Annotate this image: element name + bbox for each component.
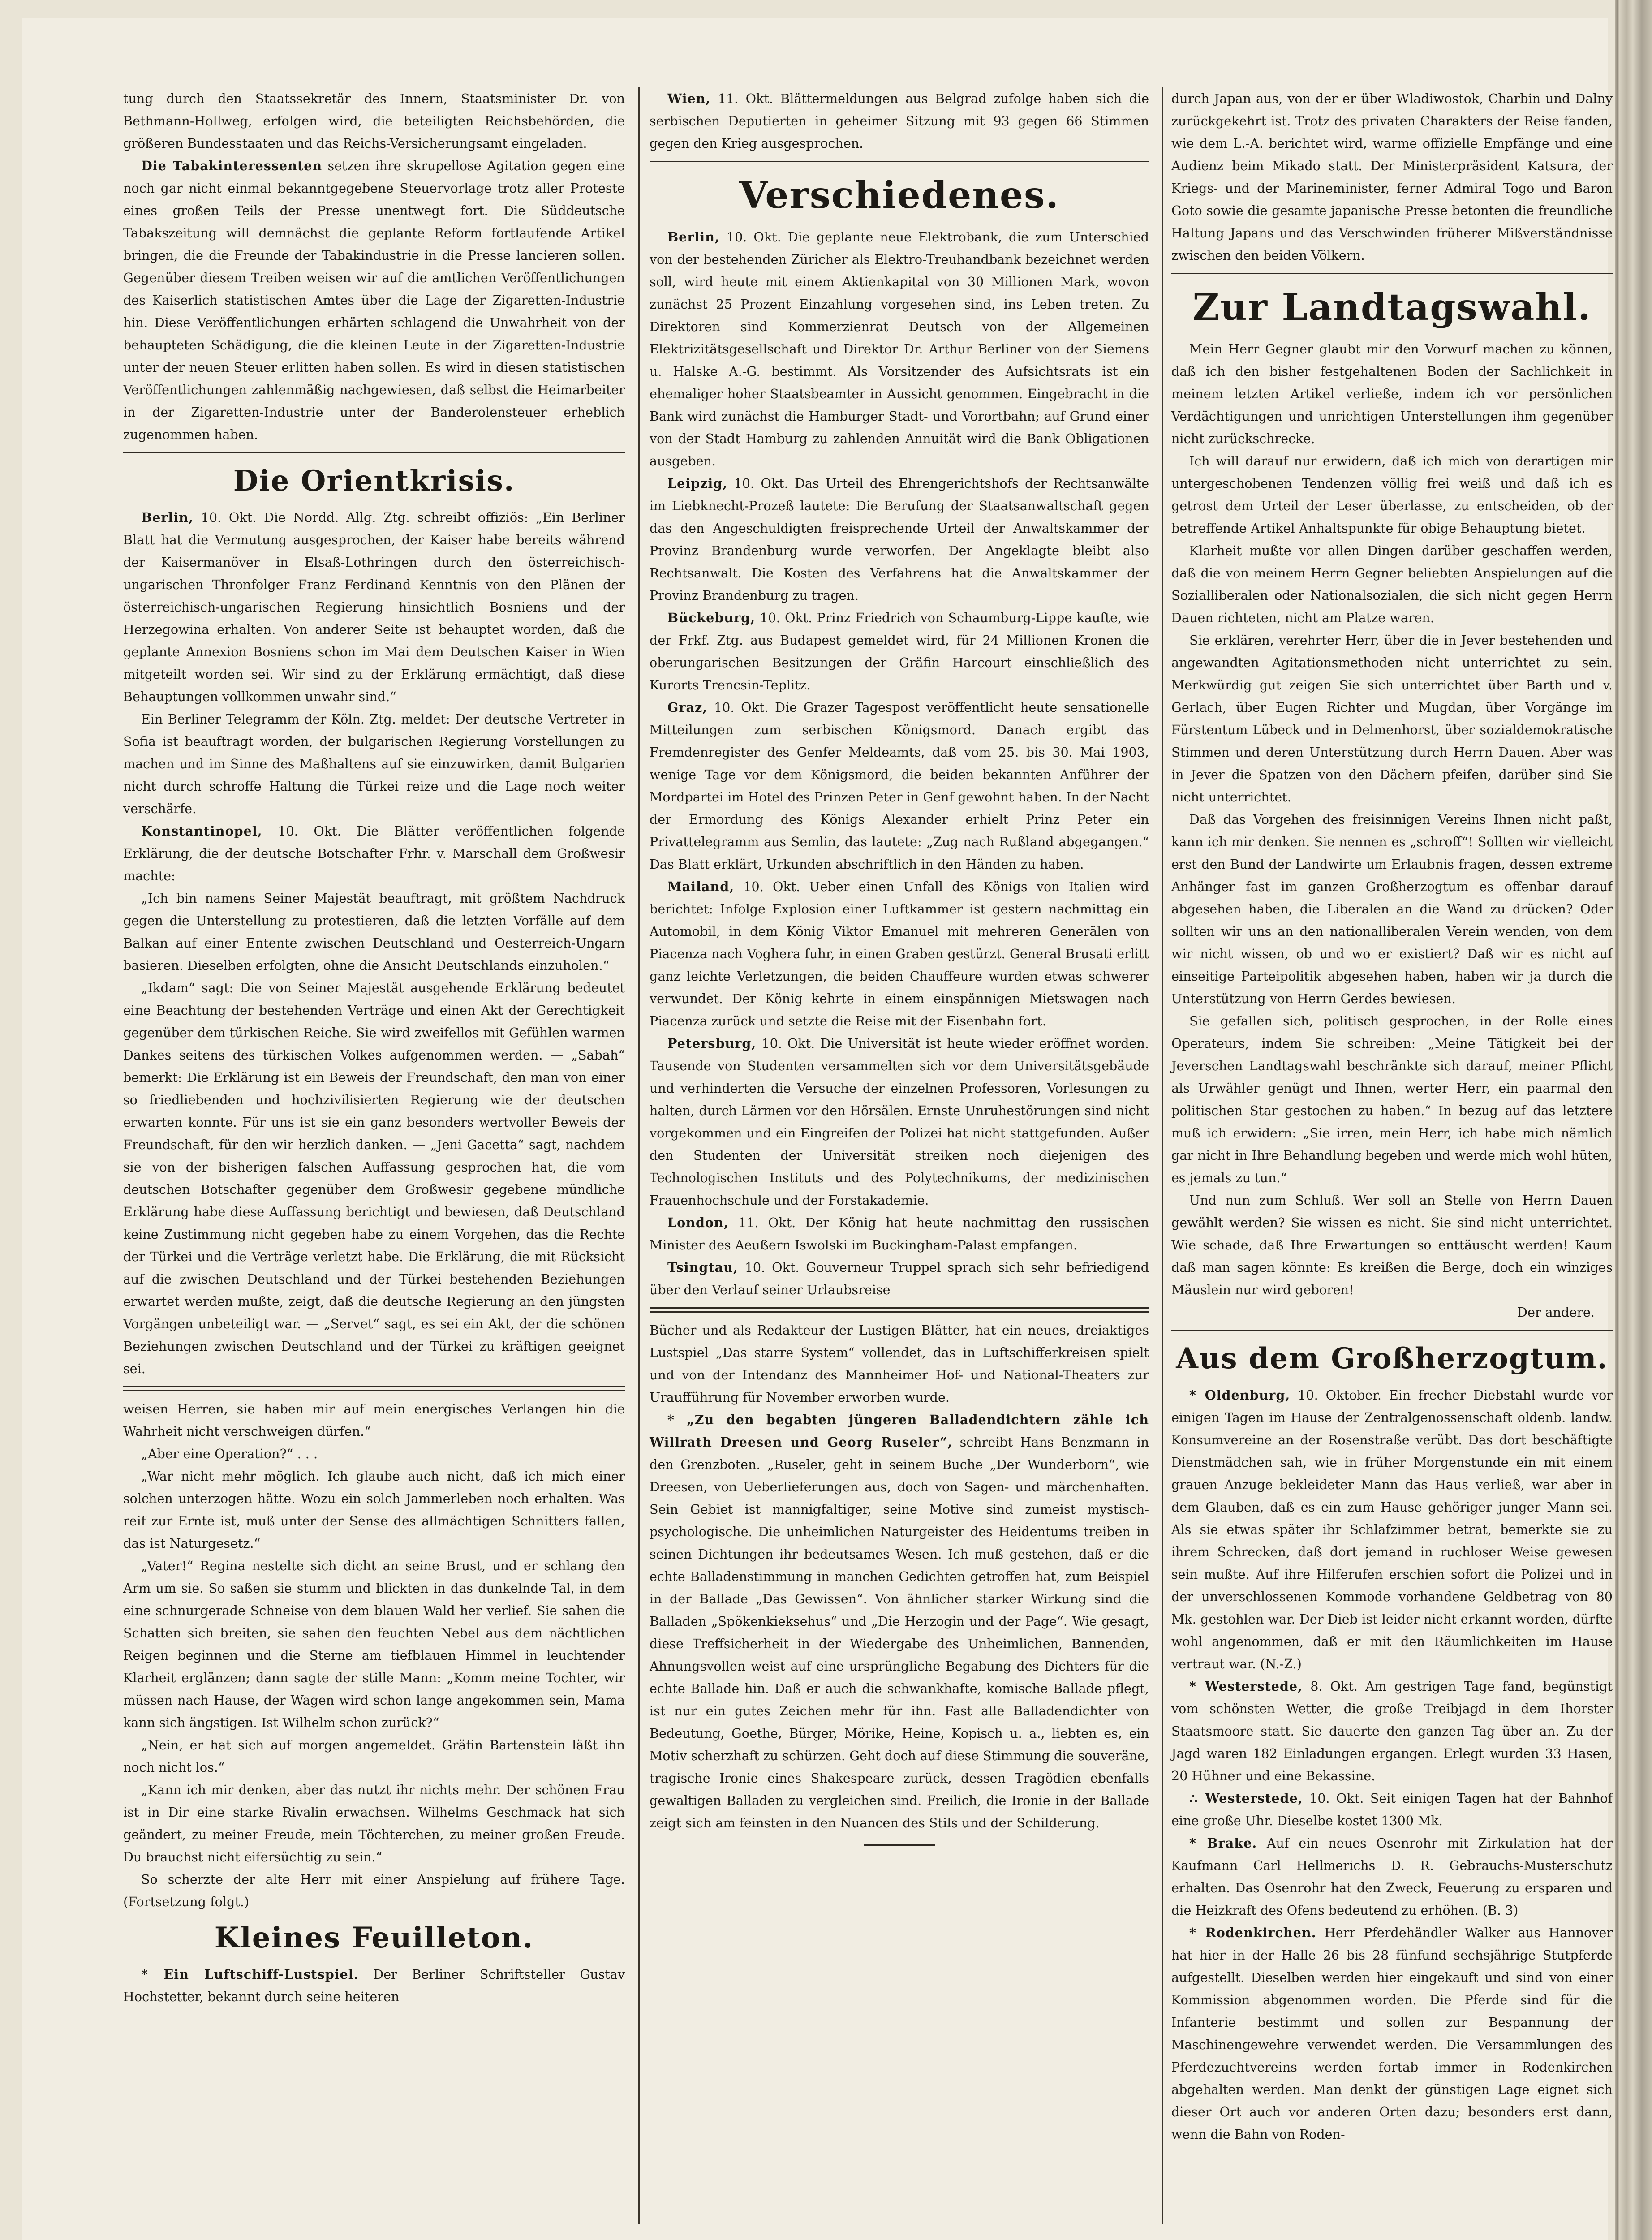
article-paragraph	[650, 87, 1149, 155]
article-paragraph: Mein Herr Gegner glaubt mir den Vorwurf machen zu können, daß ich den bisher festgehaltenen Boden der Sachlichkeit in meinem letzten Artikel verließe, indem ich vor persönlichen Verdächtigungen und unrichtigen Unterstellungen ihm gegenüber nicht zurückschrecke.	[1171, 341, 1613, 446]
section-rule	[650, 161, 1149, 162]
dateline: Petersburg,	[667, 1036, 757, 1051]
feuilleton-rule	[123, 1386, 625, 1391]
feuilleton-paragraph: „Vater!“ Regina nestelte sich dicht an seine Brust, und er schlang den Arm um sie. So saßen sie stumm und blickten in das dunkelnde Tal, in dem eine schnurgerade Schneise von dem blauen Wald her verlief. Sie sahen die Schatten sich breiten, sie sahen den feuchten Nebel aus dem nächtlichen Reigen beginnen und die Sterne am tiefblauen Himmel in leuchtender Klarheit erglänzen; dann sagte der stille Mann: „Komm meine Tochter, wir müssen nach Hause, der Wagen wird schon lange angekommen sein, Mama kann sich ängstigen. Ist Wilhelm schon zurück?“	[123, 1558, 625, 1730]
article-paragraph	[123, 506, 625, 708]
article-text: Auf ein neues Osenrohr mit Zirkulation hat der Kaufmann Carl Hellmerichs D. R. Gebrauchs-Musterschutz erhalten. Das Osenrohr hat den Zweck, Feuerung zu ersparen und die Heizkraft des Ofens bedeutend zu erhöhen. (B. 3)	[1171, 1835, 1613, 1918]
feuilleton-paragraph: „Aber eine Operation?“ . . .	[141, 1446, 318, 1461]
article-text: 10. Okt. Die geplante neue Elektrobank, die zum Unterschied von der bestehenden Züricher als Elektro-Treuhandbank bezeichnet werden soll, wird heute mit einem Aktienkapital von 30 Millionen Mark, wovon zunächst 25 Prozent Einzahlung vorgesehen sind, ins Leben treten. Zu Direktoren sind Kommerzienrat Deutsch von der Allgemeinen Elektrizitätsgesellschaft und Direktor Dr. Arthur Berliner von der Siemens u. Halske A.-G. bestimmt. Als Vorsitzender des Aufsichtsrats ist ein ehemaliger hoher Staatsbeamter in Aussicht genommen. Eingebracht in die Bank wird zunächst die Hamburger Stadt- und Vorortbahn; auf Grund einer von der Stadt Hamburg zu zahlenden Annuität wird die Bank Obligationen ausgeben.	[650, 229, 1149, 469]
dateline: Konstantinopel,	[141, 823, 262, 839]
article-text: 11. Okt. Blättermeldungen aus Belgrad zufolge haben sich die serbischen Deputierten in geheimer Sitzung mit 93 gegen 66 Stimmen gegen den Krieg ausgesprochen.	[650, 91, 1149, 151]
article-paragraph: Klarheit mußte vor allen Dingen darüber geschaffen werden, daß die von meinem Herrn Gegner beliebten Anspielungen auf die Sozialliberalen oder Nationalsozialen, die sich nicht gegen Herrn Dauen richteten, nicht am Platze waren.	[1171, 543, 1613, 625]
article-paragraph: tung durch den Staatssekretär des Innern, Staatsminister Dr. von Bethmann-Hollweg, erfolgen wird, die beteiligten Reichsbehörden, die größeren Bundesstaaten und das Reichs-Versicherungsamt eingeladen.	[123, 91, 625, 151]
article-text: Der Berliner Schriftsteller Gustav Hochstetter, bekannt durch seine heiteren	[123, 1967, 625, 2004]
article-signature: Der andere.	[1517, 1305, 1595, 1320]
end-rule	[864, 1844, 935, 1846]
article-paragraph	[1171, 1832, 1613, 1921]
section-heading: Verschiedenes.	[739, 174, 1059, 217]
article-paragraph	[1171, 1384, 1613, 1675]
article-text: 11. Okt. Der König hat heute nachmittag den russischen Minister des Aeußern Iswolski im Buckingham-Palast empfangen.	[650, 1215, 1149, 1253]
article-paragraph: Daß das Vorgehen des freisinnigen Vereins Ihnen nicht paßt, kann ich mir denken. Sie nennen es „schroff“! Sollten wir vielleicht erst den Bund der Landwirte um Erlaubnis fragen, dessen extreme Anhänger fast im ganzen Großherzogtum es offenbar darauf abgesehen haben, die Liberalen an die Wand zu drücken? Oder sollten wir uns an den nationalliberalen Verein wenden, von dem wir nicht wissen, ob und wo er existiert? Daß wir es nicht auf einseitige Parteipolitik abgesehen haben, haben wir ja durch die Unterstützung von Herrn Gerdes bewiesen.	[1171, 812, 1613, 1006]
dateline: Graz,	[667, 700, 708, 715]
article-text: 10. Okt. Das Urteil des Ehrengerichtshofs der Rechtsanwälte im Liebknecht-Prozeß lautete: Die Berufung der Staatsanwaltschaft gegen das den Angeschuldigten freisprechende Urteil der Anwaltskammer der Provinz Brandenburg wurde verworfen. Der Angeklagte bleibt also Rechtsanwalt. Die Kosten des Verfahrens hat die Anwaltskammer der Provinz Brandenburg zu tragen.	[650, 476, 1149, 603]
feuilleton-paragraph: „Nein, er hat sich auf morgen angemeldet. Gräfin Bartenstein läßt ihn noch nicht los.“	[123, 1737, 625, 1775]
article-keyword: * Ein Luftschiff-Lustspiel.	[141, 1967, 359, 1982]
dateline: Tsingtau,	[667, 1260, 738, 1275]
section-heading: Kleines Feuilleton.	[214, 1921, 534, 1955]
page-stack-edge	[1615, 0, 1652, 2240]
article-paragraph	[650, 875, 1149, 1032]
article-paragraph	[650, 607, 1149, 696]
article-paragraph	[123, 820, 625, 887]
dateline: London,	[667, 1215, 729, 1230]
article-paragraph	[123, 1963, 625, 2008]
continuation-note: (Fortsetzung folgt.)	[123, 1894, 250, 1909]
column-1	[123, 87, 625, 2008]
article-text: Herr Pferdehändler Walker aus Hannover hat hier in der Halle 26 bis 28 fünfund sechsjährige Stutpferde aufgestellt. Dieselben werden hier eingekauft und sind von einer Kommission abgenommen worden. Die Pferde sind für die Infanterie bestimmt und sollen zur Bespannung der Maschinengewehre verwendet werden. Die Versammlungen des Pferdezuchtvereins werden fortab immer in Rodenkirchen abgehalten werden. Man denkt der günstigen Lage eignet sich dieser Ort auch vor anderen Orten dazu; besonders erst dann, wenn die Bahn von Roden-	[1171, 1925, 1613, 2142]
article-paragraph	[650, 1211, 1149, 1256]
column-divider	[1162, 87, 1163, 2224]
article-paragraph	[650, 472, 1149, 607]
feuilleton-paragraph: „Kann ich mir denken, aber das nutzt ihr nichts mehr. Der schönen Frau ist in Dir eine starke Rivalin erwachsen. Wilhelms Geschmack hat sich geändert, zu meiner Freude, mein Töchterchen, zu meiner großen Freude. Du brauchst nicht eifersüchtig zu sein.“	[123, 1782, 625, 1865]
dateline: Berlin,	[667, 229, 720, 245]
article-text: setzen ihre skrupellose Agitation gegen eine noch gar nicht einmal bekanntgegebene Steuervorlage trotz aller Proteste eines großen Teils der Presse unentwegt fort. Die Süddeutsche Tabakszeitung will demnächst die geplante Reform fortlaufende Artikel bringen, die die Freunde der Tabakindustrie in die Presse lancieren sollen. Gegenüber diesem Treiben weisen wir auf die amtlichen Veröffentlichungen des Kaiserlich statistischen Amtes über die Lage der Zigaretten-Industrie hin. Diese Veröffentlichungen erhärten schlagend die Unwahrheit von der behaupteten Schädigung, die die kleinen Leute in der Zigaretten-Industrie unter der neuen Steuer erlitten haben sollen. Es wird in diesen statistischen Veröffentlichungen zahlenmäßig nachgewiesen, daß selbst die Heimarbeiter in der Zigaretten-Industrie unter der Banderolensteuer erheblich zugenommen haben.	[123, 158, 625, 442]
dateline: Berlin,	[141, 510, 194, 525]
section-heading: Zur Landtagswahl.	[1192, 286, 1592, 329]
dateline: * Rodenkirchen.	[1189, 1925, 1316, 1940]
article-paragraph	[123, 155, 625, 446]
article-text: schreibt Hans Benzmann in den Grenzboten. „Ruseler, geht in seinem Buche „Der Wunderborn“, wie Dreesen, von Ueberlieferungen aus, doch von Sagen- und märchenhaften. Sein Gebiet ist mannigfaltiger, seine Motive sind zumeist mystisch-psychologische. Die unheimlichen Naturgeister des Heidentums treiben in seinen Dichtungen ihr bedeutsames Wesen. Ich muß gestehen, daß er die echte Balladenstimmung in manchen Gedichten getroffen hat, zum Beispiel in der Ballade „Das Gewissen“. Von ähnlicher starker Wirkung sind die Balladen „Spökenkieksehus“ und „Die Herzogin und der Page“. Wie gesagt, diese Treffsicherheit in der Wiedergabe des Unheimlichen, Bannenden, Ahnungsvollen weist auf eine ursprüngliche Begabung des Dichters für die echte Ballade hin. Daß er auch die schwankhafte, komische Ballade pflegt, ist nur ein gutes Zeichen mehr für ihn. Fast alle Balladendichter von Bedeutung, Goethe, Bürger, Mörike, Heine, Kopisch u. a., liebten es, ein Motiv scherzhaft zu schürzen. Geht doch auf diese Stimmung die souveräne, tragische Ironie eines Shakespeare zurück, dessen Tragödien ebenfalls gewaltigen Balladen zu vergleichen sind. Freilich, die Ironie in der Ballade zeigt sich am feinsten in den Nuancen des Stils und der Schilderung.	[650, 1434, 1149, 1831]
dateline: Leipzig,	[667, 476, 728, 491]
dateline: ∴ Westerstede,	[1189, 1791, 1303, 1806]
article-paragraph	[650, 696, 1149, 875]
article-text: 10. Oktober. Ein frecher Diebstahl wurde vor einigen Tagen im Hause der Zentralgenossenschaft oldenb. landw. Konsumvereine an der Rosenstraße verübt. Das dort beschäftigte Dienstmädchen sah, wie in früher Morgenstunde ein mit einem grauen Anzuge bekleideter Mann das Haus verließ, war aber in dem Glauben, daß es ein zum Hause gehöriger junger Mann sei. Als sie etwas später ihr Schlafzimmer betrat, bemerkte sie zu ihrem Schrecken, daß dort jemand in ruchloser Weise gewesen sein mußte. Auf ihre Hilferufen erschien sofort die Polizei und in der unverschlossenen Kommode vorhandene Geldbetrag von 80 Mk. gestohlen war. Der Dieb ist leider nicht erkannt worden, dürfte wohl angenommen, daß er mit den Räumlichkeiten im Hause vertraut war. (N.-Z.)	[1171, 1387, 1613, 1671]
article-paragraph: Und nun zum Schluß. Wer soll an Stelle von Herrn Dauen gewählt werden? Sie wissen es nicht. Sie sind nicht unterrichtet. Wie schade, daß Ihre Erwartungen so enttäuscht werden! Kaum daß man sagen könnte: Es kreißen die Berge, doch ein winziges Mäuslein nur wird geboren!	[1171, 1193, 1613, 1297]
article-text: 10. Okt. Die Universität ist heute wieder eröffnet worden. Tausende von Studenten versammelten sich vor dem Universitätsgebäude und verhinderten die Versuche der einzelnen Professoren, Vorlesungen zu halten, durch Lärmen vor den Hörsälen. Ernste Unruhestörungen sind nicht vorgekommen und ein Eingreifen der Polizei hat nicht stattgefunden. Außer den Studenten der Universität streiken noch diejenigen des Technologischen Instituts und des Polytechnikums, der medizinischen Frauenhochschule und der Forstakademie.	[650, 1036, 1149, 1208]
feuilleton-paragraph: Bücher und als Redakteur der Lustigen Blätter, hat ein neues, dreiaktiges Lustspiel „Das starre System“ vollendet, das in Luftschifferkreisen spielt und von der Intendanz des Mannheimer Hof- und National-Theaters zur Uraufführung für November erworben wurde.	[650, 1322, 1149, 1405]
article-text: 10. Okt. Prinz Friedrich von Schaumburg-Lippe kaufte, wie der Frkf. Ztg. aus Budapest gemeldet wird, für 24 Millionen Kronen die oberungarischen Besitzungen der Gräfin Harcourt einschließlich des Kurorts Trencsin-Teplitz.	[650, 610, 1149, 693]
feuilleton-paragraph	[123, 1868, 625, 1913]
feuilleton-paragraph: „War nicht mehr möglich. Ich glaube auch nicht, daß ich mich einer solchen unterzogen hätte. Wozu ein solch Jammerleben noch erhalten. Was reif zur Ernte ist, muß unter der Sense des allmächtigen Schnitters fallen, das ist Naturgesetz.“	[123, 1469, 625, 1551]
article-text: 10. Okt. Die Grazer Tagespost veröffentlicht heute sensationelle Mitteilungen zum serbischen Königsmord. Danach ergibt das Fremdenregister des Genfer Meldeamts, daß vom 25. bis 30. Mai 1903, wenige Tage vor dem Königsmord, die beiden bekannten Anführer der Mordpartei im Hotel des Prinzen Peter in Genf gewohnt haben. In der Nacht der Ermordung des Königs Alexander erhielt Prinz Peter ein Privattelegramm aus Semlin, das lautete: „Zug nach Rußland abgegangen.“ Das Blatt erklärt, Urkunden abschriftlich in den Händen zu haben.	[650, 700, 1149, 872]
section-heading: Aus dem Großherzogtum.	[1176, 1342, 1608, 1375]
article-text: 10. Okt. Die Nordd. Allg. Ztg. schreibt offiziös: „Ein Berliner Blatt hat die Vermutung ausgesprochen, der Kaiser habe bereits während der Kaisermanöver in Elsaß-Lothringen durch den österreichisch-ungarischen Thronfolger Franz Ferdinand Kenntnis von den Plänen der österreichisch-ungarischen Regierung hinsichtlich Bosniens und der Herzegowina erhalten. Von anderer Seite ist behauptet worden, daß die geplante Annexion Bosniens schon im Mai dem Deutschen Kaiser in Wien mitgeteilt worden sei. Wir sind zu der Erklärung ermächtigt, daß diese Behauptungen vollkommen unwahr sind.“	[123, 510, 625, 704]
article-text: 10. Okt. Ueber einen Unfall des Königs von Italien wird berichtet: Infolge Explosion einer Luftkammer ist gestern nachmittag ein Automobil, in dem König Viktor Emanuel mit mehreren Generälen von Piacenza nach Voghera fuhr, in einen Graben gestürzt. General Brusati erlitt ganz leichte Verletzungen, die beiden Chauffeure wurden etwas schwerer verwundet. Der König kehrte in einem einspännigen Mietswagen nach Piacenza zurück und setzte die Reise mit der Eisenbahn fort.	[650, 879, 1149, 1029]
feuilleton-paragraph: weisen Herren, sie haben mir auf mein energisches Verlangen hin die Wahrheit nicht verschweigen dürfen.“	[123, 1401, 625, 1439]
dateline: Bückeburg,	[667, 610, 756, 625]
article-text: 10. Okt. Die Blätter veröffentlichen folgende Erklärung, die der deutsche Botschafter Frhr. v. Marschall dem Großwesir machte:	[123, 823, 625, 883]
article-paragraph	[650, 1256, 1149, 1301]
article-text: 10. Okt. Gouverneur Truppel sprach sich sehr befriedigend über den Verlauf seiner Urlaubsreise	[650, 1260, 1149, 1297]
article-paragraph	[1171, 1675, 1613, 1787]
article-keyword: * „Zu den begabten jüngeren Balladendichtern zähle ich Willrath Dreesen und Georg Ruseler“,	[650, 1412, 1149, 1450]
article-paragraph	[650, 226, 1149, 472]
article-text: So scherzte der alte Herr mit einer Anspielung auf frühere Tage.	[141, 1872, 625, 1887]
section-rule	[1171, 1330, 1613, 1331]
section-rule	[1171, 273, 1613, 274]
dateline: * Westerstede,	[1189, 1679, 1303, 1694]
article-paragraph: Sie gefallen sich, politisch gesprochen, in der Rolle eines Operateurs, indem Sie schreiben: „Meine Tätigkeit bei der Jeverschen Landtagswahl beschränkte sich darauf, meiner Pflicht als Urwähler genügt und Ihnen, werter Herr, ein paarmal den politischen Star gestochen zu haben.“ In bezug auf das letztere muß ich erwidern: „Sie irren, mein Herr, ich habe mich nämlich gar nicht in Ihre Behandlung begeben und werde mich wohl hüten, es jemals zu tun.“	[1171, 1013, 1613, 1185]
feuilleton-rule	[650, 1307, 1149, 1313]
article-paragraph	[650, 1032, 1149, 1211]
article-paragraph: durch Japan aus, von der er über Wladiwostok, Charbin und Dalny zurückgekehrt ist. Trotz des privaten Charakters der Reise fanden, wie dem L.-A. berichtet wird, warme offizielle Empfänge und eine Audienz beim Mikado statt. Der Ministerpräsident Katsura, der Kriegs- und der Marineminister, ferner Admiral Togo und Baron Goto sowie die gesamte japanische Presse betonten die freundliche Haltung Japans und das Verschwinden früherer Mißverständnisse zwischen den beiden Völkern.	[1171, 91, 1613, 263]
column-divider	[638, 87, 640, 2224]
dateline: Mailand,	[667, 879, 735, 894]
feuilleton-paragraph	[650, 1409, 1149, 1834]
article-paragraph: Ich will darauf nur erwidern, daß ich mich von derartigen mir untergeschobenen Tendenzen völlig frei weiß und daß ich es getrost dem Urteil der Leser überlasse, zu entscheiden, ob der betreffende Artikel Anhaltspunkte für obige Behauptung bietet.	[1171, 453, 1613, 536]
column-2	[650, 87, 1149, 1856]
article-paragraph: „Ich bin namens Seiner Majestät beauftragt, mit größtem Nachdruck gegen die Unterstellung zu protestieren, daß die letzten Vorfälle auf dem Balkan auf einer Entente zwischen Deutschland und Oesterreich-Ungarn basieren. Dieselben erfolgten, ohne die Ansicht Deutschlands einzuholen.“	[123, 891, 625, 973]
article-keyword: Die Tabakinteressenten	[141, 158, 323, 173]
column-3	[1171, 87, 1613, 2145]
section-rule	[123, 452, 625, 453]
article-text: 10. Okt. Seit einigen Tagen hat der Bahnhof eine große Uhr. Dieselbe kostet 1300 Mk.	[1171, 1791, 1613, 1828]
article-text: 8. Okt. Am gestrigen Tage fand, begünstigt vom schönsten Wetter, die große Treibjagd in dem Ihorster Staatsmoore statt. Sie dauerte den ganzen Tag über an. Zu der Jagd waren 182 Einladungen ergangen. Erlegt wurden 33 Hasen, 20 Hühner und eine Bekassine.	[1171, 1679, 1613, 1783]
dateline: * Brake.	[1189, 1835, 1257, 1851]
dateline: * Oldenburg,	[1189, 1387, 1291, 1403]
article-paragraph: Sie erklären, verehrter Herr, über die in Jever bestehenden und angewandten Agitationsmethoden nicht unterrichtet zu sein. Merkwürdig gut zeigen Sie sich unterrichtet über Barth und v. Gerlach, über Eugen Richter und Mugdan, über Vorgänge im Fürstentum Lübeck und in Delmenhorst, über sozialdemokratische Stimmen und deren Unterstützung durch Herrn Dauen. Aber was in Jever die Spatzen von den Dächern pfeifen, darüber sind Sie nicht unterrichtet.	[1171, 633, 1613, 805]
article-paragraph: Ein Berliner Telegramm der Köln. Ztg. meldet: Der deutsche Vertreter in Sofia ist beauftragt worden, der bulgarischen Regierung Vorstellungen zu machen und im Sinne des Maßhaltens auf sie einzuwirken, damit Bulgarien nicht durch schroffe Haltung die Türkei reize und die Lage noch weiter verschärfe.	[123, 711, 625, 816]
dateline: Wien,	[667, 91, 711, 106]
article-paragraph	[1171, 1787, 1613, 1832]
article-paragraph	[1171, 1921, 1613, 2145]
section-heading: Die Orientkrisis.	[233, 464, 515, 498]
article-paragraph: „Ikdam“ sagt: Die von Seiner Majestät ausgehende Erklärung bedeutet eine Beachtung der bestehenden Verträge und einen Akt der Gerechtigkeit gegenüber dem türkischen Reiche. Sie wird zweifellos mit Gefühlen warmen Dankes seitens des türkischen Volkes aufgenommen werden. — „Sabah“ bemerkt: Die Erklärung ist ein Beweis der Freundschaft, den man von einer so friedliebenden und hochzivilisierten Regierung wie der deutschen erwarten konnte. Für uns ist sie ein ganz besonders wertvoller Beweis der Freundschaft, für den wir herzlich danken. — „Jeni Gacetta“ sagt, nachdem sie von der bisherigen falschen Auffassung gesprochen hat, die vom deutschen Botschafter gegenüber dem Großwesir gegebene mündliche Erklärung habe diese Auffassung berichtigt und bewiesen, daß Deutschland keine Zustimmung nicht gegeben habe zu einem Vorgehen, das die Rechte der Türkei und die Verträge verletzt habe. Die Erklärung, die mit Rücksicht auf die zwischen Deutschland und der Türkei bestehenden Beziehungen erwartet werden mußte, zeigt, daß die deutsche Regierung an den jüngsten Vorgängen unbeteiligt war. — „Servet“ sagt, es sei ein Akt, der die schönen Beziehungen zwischen Deutschland und der Türkei zu kräftigen geeignet sei.	[123, 980, 625, 1376]
